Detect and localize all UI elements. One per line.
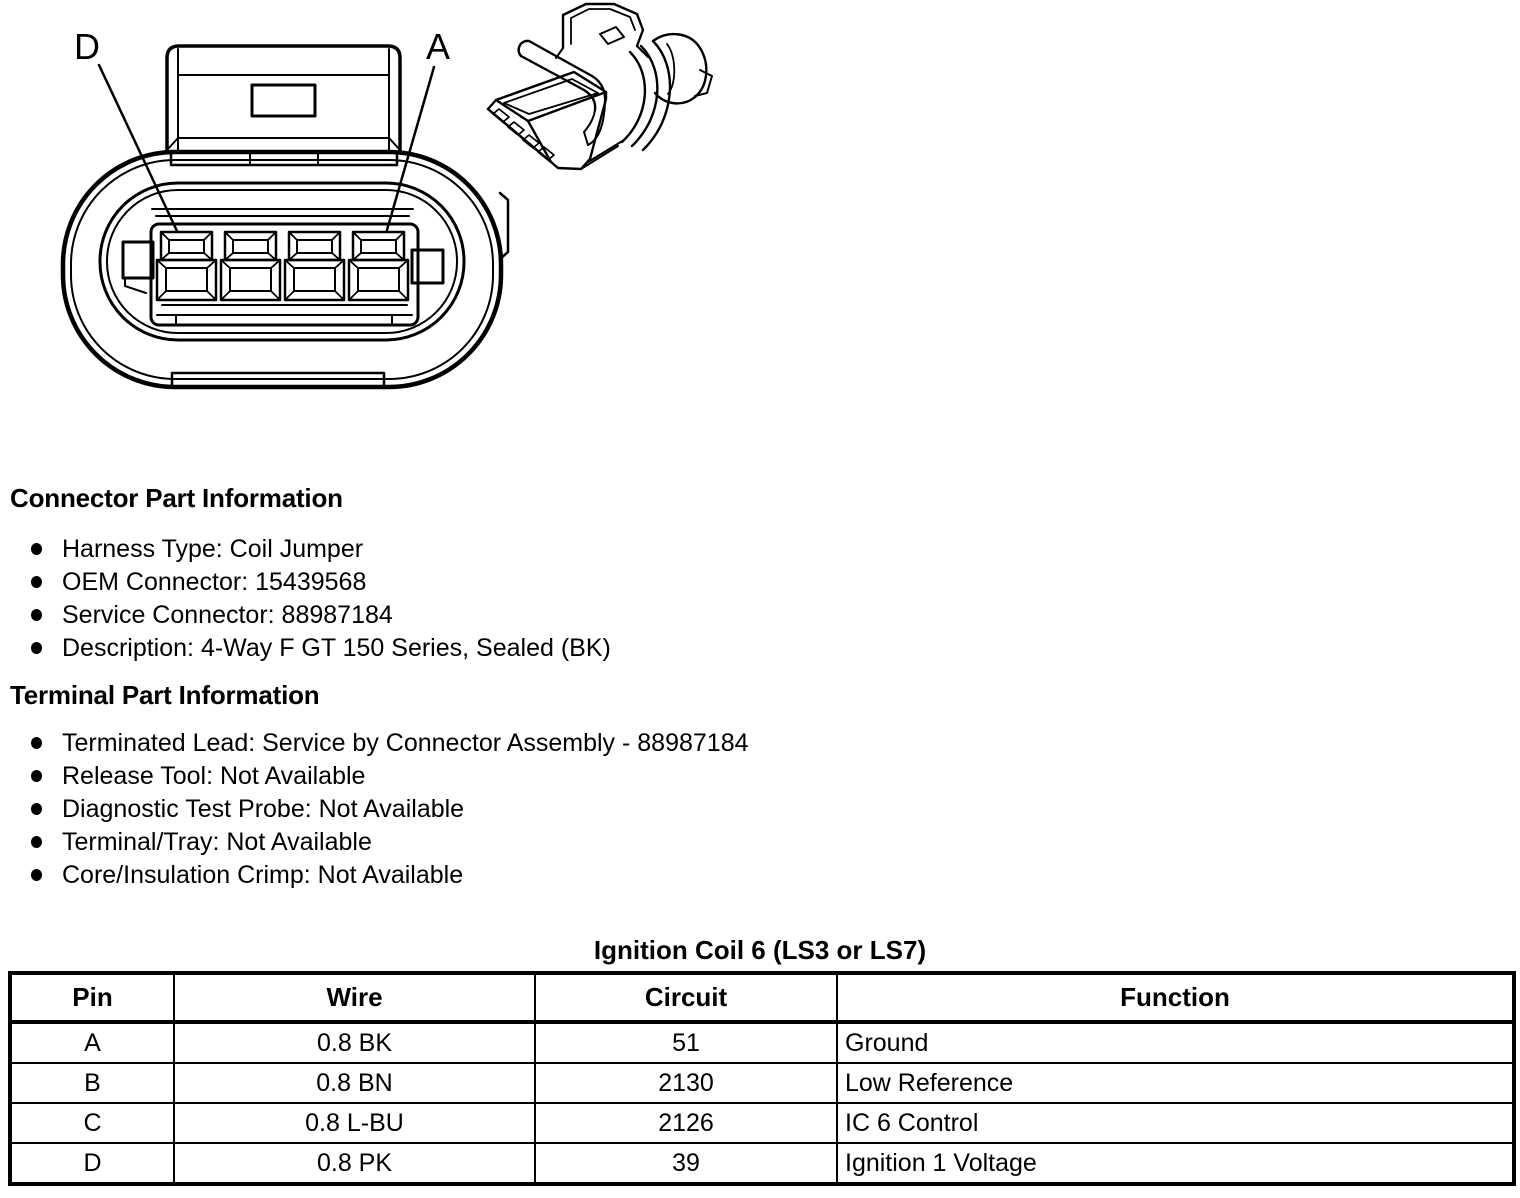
- table-row: [10, 1143, 1514, 1184]
- cell-circuit: 39: [535, 1143, 837, 1184]
- iso-slot-1: [493, 109, 509, 122]
- list-item: [10, 603, 611, 628]
- bullet-icon: [31, 609, 42, 621]
- cell-pin: D: [10, 1143, 174, 1184]
- terminal-cavity-3: [285, 232, 344, 300]
- list-item: [10, 764, 749, 789]
- list-item-text: Description: 4-Way F GT 150 Series, Sealed (BK): [62, 634, 611, 662]
- column-header-function: Function: [837, 973, 1514, 1022]
- latch-outline: [167, 46, 400, 152]
- list-item-text: Harness Type: Coil Jumper: [62, 535, 364, 563]
- cell-function: Low Reference: [837, 1063, 1514, 1103]
- cell-pin: A: [10, 1022, 174, 1063]
- cell-function: Ground: [837, 1022, 1514, 1063]
- list-item: [10, 797, 749, 822]
- seal-ring-outer: [100, 183, 464, 340]
- cell-pin: C: [10, 1103, 174, 1143]
- terminal-part-info-heading: Terminal Part Information: [10, 680, 320, 710]
- list-item-text: Release Tool: Not Available: [62, 762, 366, 790]
- iso-top-face-inner: [504, 79, 598, 114]
- connector-part-info-heading: Connector Part Information: [10, 483, 343, 513]
- pin-a-label: A: [426, 26, 451, 67]
- connector-front-view-drawing: [63, 26, 508, 387]
- pinout-table-title: Ignition Coil 6 (LS3 or LS7): [593, 935, 927, 965]
- cell-wire: 0.8 BN: [174, 1063, 535, 1103]
- bullet-icon: [31, 543, 42, 555]
- connector-diagram: [0, 0, 760, 445]
- connector-part-info-list: [10, 537, 611, 669]
- body-outer-ring: [63, 152, 501, 387]
- pinout-table: [8, 971, 1516, 1186]
- connector-iso-view-drawing: [488, 4, 712, 169]
- iso-tower: [563, 4, 643, 48]
- left-wing-step: [125, 278, 146, 293]
- list-item-text: Diagnostic Test Probe: Not Available: [62, 795, 465, 823]
- terminal-cavity-2: [221, 232, 280, 300]
- list-item: [10, 537, 611, 562]
- terminal-cavity-1: [157, 232, 216, 300]
- bullet-icon: [31, 836, 42, 848]
- bullet-icon: [31, 737, 42, 749]
- list-item: [10, 830, 749, 855]
- body-second-ring: [71, 160, 493, 379]
- list-item: [10, 863, 749, 888]
- column-header-wire: Wire: [174, 973, 535, 1022]
- latch-window: [252, 85, 315, 116]
- bullet-icon: [31, 770, 42, 782]
- iso-strap-wrap: [584, 103, 605, 145]
- pin-d-label: D: [74, 26, 100, 67]
- list-item: [10, 570, 611, 595]
- cell-wire: 0.8 L-BU: [174, 1103, 535, 1143]
- bullet-icon: [31, 803, 42, 815]
- iso-slot-2: [508, 122, 524, 135]
- cell-function: Ignition 1 Voltage: [837, 1143, 1514, 1184]
- terminal-part-info-list: [10, 731, 749, 896]
- iso-seal-rib-1: [622, 52, 645, 142]
- cell-wire: 0.8 PK: [174, 1143, 535, 1184]
- iso-tower-base-left: [556, 48, 563, 58]
- iso-tower-window: [600, 27, 624, 44]
- iso-strap-cap: [519, 41, 529, 56]
- iso-underside-rib-1: [581, 146, 618, 169]
- cell-function: IC 6 Control: [837, 1103, 1514, 1143]
- list-item: [10, 731, 749, 756]
- leader-line-pin-a: [387, 67, 434, 230]
- cell-circuit: 2126: [535, 1103, 837, 1143]
- bullet-icon: [31, 576, 42, 588]
- bullet-icon: [31, 869, 42, 881]
- table-row: [10, 1022, 1514, 1063]
- list-item: [10, 636, 611, 661]
- list-item-text: Terminated Lead: Service by Connector Assembly - 88987184: [62, 729, 749, 757]
- list-item-text: OEM Connector: 15439568: [62, 568, 367, 596]
- list-item-text: Terminal/Tray: Not Available: [62, 828, 372, 856]
- table-row: [10, 1063, 1514, 1103]
- iso-rear-boot: [653, 34, 706, 103]
- table-row: [10, 1103, 1514, 1143]
- column-header-pin: Pin: [10, 973, 174, 1022]
- list-item-text: Core/Insulation Crimp: Not Available: [62, 861, 464, 889]
- bullet-icon: [31, 642, 42, 654]
- cell-wire: 0.8 BK: [174, 1022, 535, 1063]
- cell-circuit: 51: [535, 1022, 837, 1063]
- terminal-cavity-4: [349, 232, 408, 300]
- cell-circuit: 2130: [535, 1063, 837, 1103]
- left-wing: [123, 242, 153, 278]
- cell-pin: B: [10, 1063, 174, 1103]
- column-header-circuit: Circuit: [535, 973, 837, 1022]
- table-header-row: [10, 973, 1514, 1022]
- list-item-text: Service Connector: 88987184: [62, 601, 393, 629]
